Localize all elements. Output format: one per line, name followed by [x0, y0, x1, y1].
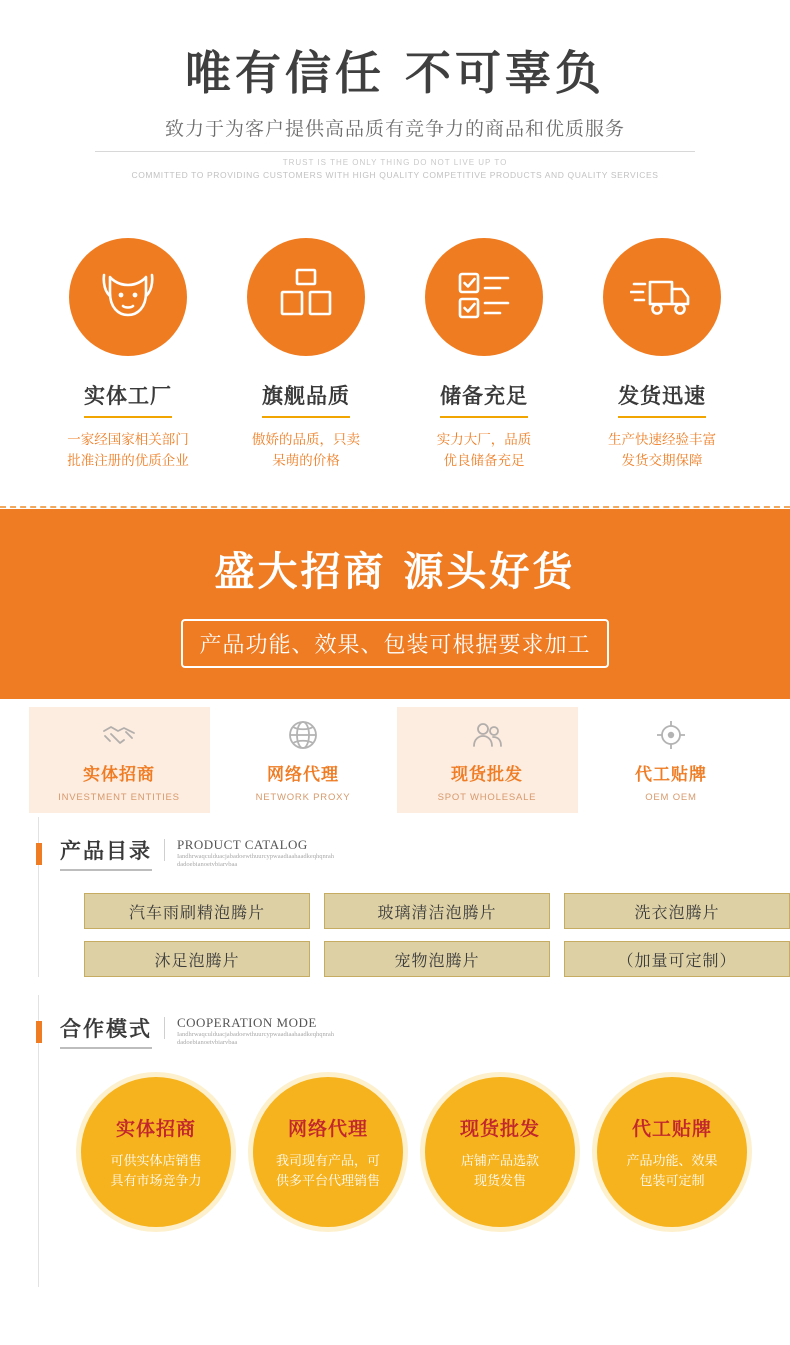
- cooperation-desc-line-2: 具有市场竞争力: [110, 1172, 202, 1188]
- hero-banner: [0, 0, 790, 200]
- catalog-item[interactable]: 洗衣泡腾片: [564, 893, 790, 929]
- cooperation-desc-line-2: 供多平台代理销售: [275, 1172, 380, 1188]
- cooperation-circles-row: [38, 1077, 790, 1227]
- bull-head-icon: [96, 265, 160, 330]
- hero-content: [95, 48, 695, 180]
- cooperation-title-en: COOPERATION MODE: [177, 1015, 317, 1030]
- cooperation-subtext-en: Iandhrwaqculduacjabadoewthuurcypwaadiaahaadkeqhqnrahdadoebianoetvbiarvbaa: [177, 1031, 335, 1047]
- cooperation-desc-line-1: 产品功能、效果: [626, 1153, 718, 1168]
- catalog-item[interactable]: 沐足泡腾片: [84, 941, 310, 977]
- feature-description: [414, 430, 554, 472]
- mode-card-title: 代工贴牌: [635, 764, 707, 784]
- cooperation-desc-line-1: 店铺产品选款: [460, 1153, 539, 1168]
- feature-title: 储备充足: [440, 380, 528, 418]
- product-quality-icon: [277, 266, 335, 329]
- feature-title: 实体工厂: [84, 380, 172, 418]
- cooperation-mode-section: [0, 995, 790, 1287]
- mode-card-english: INVESTMENT ENTITIES: [58, 791, 180, 803]
- mode-card-oem[interactable]: [581, 707, 762, 813]
- handshake-icon: [102, 718, 136, 752]
- feature-desc-line-2: 优良储备充足: [443, 452, 525, 468]
- cooperation-item-oem[interactable]: [597, 1077, 747, 1227]
- product-catalog-section: [0, 817, 790, 977]
- features-row: [0, 200, 790, 500]
- mode-card-title: 实体招商: [83, 764, 155, 784]
- feature-title: 发货迅速: [618, 380, 706, 418]
- promo-banner: [0, 509, 790, 699]
- promo-banner-subtitle: 产品功能、效果、包装可根据要求加工: [181, 619, 608, 668]
- delivery-truck-icon: [630, 270, 694, 325]
- mode-card-title: 现货批发: [451, 764, 523, 784]
- target-icon: [656, 718, 686, 752]
- feature-description: [58, 430, 198, 472]
- cooperation-item-desc: [461, 1151, 539, 1190]
- people-icon: [471, 718, 503, 752]
- cooperation-item-desc: [110, 1151, 201, 1190]
- feature-item-factory: [58, 238, 198, 500]
- globe-icon: [288, 718, 318, 752]
- cooperation-desc-line-1: 可供实体店销售: [110, 1153, 202, 1168]
- cooperation-item-spot-wholesale[interactable]: [425, 1077, 575, 1227]
- catalog-item[interactable]: 宠物泡腾片: [324, 941, 550, 977]
- mode-card-english: NETWORK PROXY: [255, 791, 351, 803]
- mode-card-spot-wholesale[interactable]: [397, 707, 578, 813]
- cooperation-title-cn: 合作模式: [60, 1013, 152, 1049]
- cooperation-section-heading: [38, 995, 790, 1049]
- hero-english-line-2: COMMITTED TO PROVIDING CUSTOMERS WITH HIGH QUALITY COMPETITIVE PRODUCTS AND QUALITY SERVICES: [131, 169, 659, 180]
- cooperation-item-investment[interactable]: [81, 1077, 231, 1227]
- bottom-spacer: [38, 1227, 790, 1287]
- feature-icon-circle: [69, 238, 187, 356]
- catalog-item[interactable]: 玻璃清洁泡腾片: [324, 893, 550, 929]
- cooperation-item-desc: [276, 1151, 380, 1190]
- feature-title: 旗舰品质: [262, 380, 350, 418]
- cooperation-item-title: 实体招商: [115, 1119, 196, 1140]
- cooperation-item-title: 网络代理: [287, 1119, 368, 1140]
- feature-desc-line-1: 一家经国家相关部门: [67, 432, 189, 447]
- catalog-title-en-group: [177, 835, 337, 869]
- catalog-item[interactable]: （加量可定制）: [564, 941, 790, 977]
- feature-item-quality: [236, 238, 376, 500]
- cooperation-desc-line-2: 现货发售: [473, 1172, 526, 1188]
- cooperation-item-network-proxy[interactable]: [253, 1077, 403, 1227]
- catalog-item[interactable]: 汽车雨刷精泡腾片: [84, 893, 310, 929]
- heading-divider: [164, 839, 165, 861]
- feature-icon-circle: [247, 238, 365, 356]
- page-title: 唯有信任 不可辜负: [184, 46, 605, 100]
- feature-desc-line-2: 批准注册的优质企业: [67, 452, 189, 468]
- feature-item-shipping: [592, 238, 732, 500]
- feature-desc-line-1: 生产快速经验丰富: [608, 432, 716, 447]
- mode-card-english: OEM OEM: [645, 791, 697, 803]
- feature-desc-line-2: 呆萌的价格: [272, 452, 340, 468]
- hero-english-line-1: TRUST IS THE ONLY THING DO NOT LIVE UP TO: [282, 157, 508, 167]
- mode-card-investment-entities[interactable]: [29, 707, 210, 813]
- cooperation-desc-line-2: 包装可定制: [639, 1172, 705, 1188]
- checklist-icon: [455, 268, 513, 327]
- catalog-subtext-en: Iandhrwaqculduacjabadoewthuurcypwaadiaahaadkeqhqnrahdadoebianoetvbiarvbaa: [177, 853, 335, 869]
- catalog-section-heading: [38, 817, 790, 871]
- cooperation-item-title: 代工贴牌: [631, 1119, 712, 1140]
- mode-card-network-proxy[interactable]: [213, 707, 394, 813]
- feature-icon-circle: [425, 238, 543, 356]
- feature-description: [592, 430, 732, 472]
- cooperation-desc-line-1: 我司现有产品，可: [275, 1153, 380, 1168]
- feature-description: [236, 430, 376, 472]
- catalog-grid: [84, 893, 790, 977]
- catalog-title-cn: 产品目录: [60, 835, 152, 871]
- mode-card-english: SPOT WHOLESALE: [437, 791, 537, 803]
- cooperation-item-desc: [626, 1151, 717, 1190]
- feature-desc-line-1: 实力大厂，品质: [436, 432, 532, 447]
- cooperation-item-title: 现货批发: [459, 1119, 540, 1140]
- feature-desc-line-1: 傲娇的品质，只卖: [252, 432, 360, 447]
- feature-icon-circle: [603, 238, 721, 356]
- hero-subtitle: 致力于为客户提供高品质有竞争力的商品和优质服务: [95, 114, 695, 152]
- cooperation-title-en-group: [177, 1013, 337, 1047]
- mode-cards-row: [0, 699, 790, 817]
- mode-card-title: 网络代理: [267, 764, 339, 784]
- feature-item-stock: [414, 238, 554, 500]
- promo-banner-title: 盛大招商 源头好货: [214, 549, 576, 595]
- catalog-title-en: PRODUCT CATALOG: [177, 837, 308, 852]
- feature-desc-line-2: 发货交期保障: [621, 452, 703, 468]
- heading-divider: [164, 1017, 165, 1039]
